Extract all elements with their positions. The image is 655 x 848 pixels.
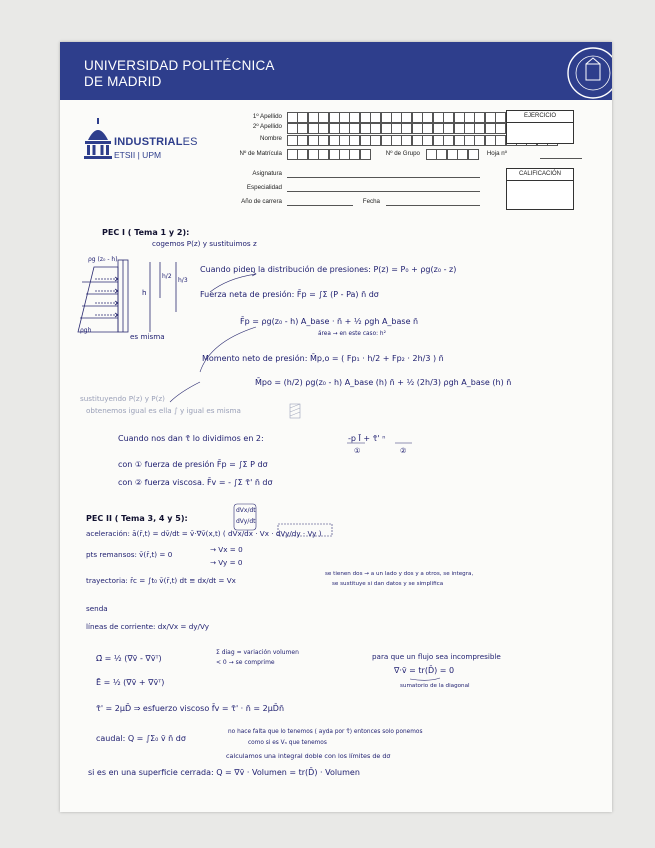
epsilon-equation: Ē = ½ (∇v̄ + ∇v̄ᵀ): [96, 678, 165, 687]
pec2-title: PEC II ( Tema 3, 4 y 5):: [86, 514, 188, 523]
logo-subtitle: ETSII | UPM: [114, 150, 162, 160]
vx-zero: → Vx = 0: [210, 545, 243, 554]
trayectoria-note-2: se sustituye si dan datos y se simplifica: [332, 581, 444, 587]
grupo-field[interactable]: [426, 149, 478, 159]
lineas-corriente: líneas de corriente: dx/Vx = dy/Vy: [86, 622, 209, 631]
area-note: área → en este caso: h²: [318, 331, 386, 337]
nombre-label: Nombre: [259, 135, 282, 142]
matricula-label: Nº de Matrícula: [239, 150, 282, 157]
tau-line: Cuando nos dan τ̄ lo dividimos en 2:: [118, 434, 264, 443]
omega-note-1: Σ diag = variación volumen: [216, 649, 299, 656]
dvdt-bottom: dVy/dt: [236, 518, 256, 525]
calificacion-title: CALIFICACIÓN: [518, 171, 561, 177]
university-name-line1: UNIVERSIDAD POLITÉCNICA: [84, 58, 275, 73]
trayectoria-line: trayectoria: r̄c = ∫t₀ v̄(r̄,t) dt ≡ dx/dt = Vx: [86, 576, 236, 585]
superficie-cerrada-line: si es en una superficie cerrada: Q = ∇v̄ · Volumen = tr(D̄) · Volumen: [88, 768, 360, 777]
hoja-label: Hoja nº: [486, 150, 507, 157]
fuerza-viscosa-line: con ② fuerza viscosa. F̄v = - ∫Σ τ̄' n̄ dσ: [118, 478, 273, 487]
caudal-note-2: como si es Vₙ que tenemos: [248, 740, 327, 746]
caudal-line: caudal: Q = ∫Σ₀ v̄ n̄ dσ: [96, 734, 186, 743]
caudal-note-1: no hace falta que lo tenemos ( ayda por τ̄) entonces solo ponemos: [228, 729, 423, 735]
asignatura-label: Asignatura: [252, 170, 282, 177]
exam-sheet: [60, 42, 612, 812]
upm-seal-icon: [566, 46, 612, 100]
asignatura-field[interactable]: [287, 177, 480, 178]
omega-equation: Ω̄ = ½ (∇v̄ - ∇v̄ᵀ): [96, 654, 162, 663]
fecha-field[interactable]: [386, 205, 480, 206]
vy-zero: → Vy = 0: [210, 558, 243, 567]
apellido2-label: 2º Apellido: [252, 123, 282, 130]
calificacion-box[interactable]: [506, 168, 574, 210]
grupo-label: Nº de Grupo: [385, 150, 420, 157]
caudal-note-3: calculamos una integral doble con los límites de dσ: [226, 752, 391, 760]
rhogh-label: ρgh: [80, 327, 92, 334]
tau-fraction-2: ②: [400, 446, 407, 455]
rhog-label: ρg (z₀ - h): [88, 256, 118, 263]
ano-carrera-field[interactable]: [287, 205, 353, 206]
ano-carrera-label: Año de carrera: [241, 198, 282, 205]
senda-label: senda: [86, 604, 108, 613]
pec1-title: PEC I ( Tema 1 y 2):: [102, 228, 190, 237]
fuerza-neta-presion: Fuerza neta de presión: F̄p = ∫Σ (P - Pa) n̄ dσ: [200, 290, 379, 299]
aceleracion-line: aceleración: ā(r̄,t) = dv̄/dt = v̄·∇v̄(x,t) ( dVx/dx · Vx · dVy/dy · Vy ): [86, 529, 322, 538]
pressure-diagram: [78, 260, 176, 332]
trayectoria-note-1: se tienen dos → a un lado y dos y a otros, se integra,: [325, 571, 474, 577]
tau-fraction: -p Ī + τ̄' ⁿ: [348, 434, 386, 443]
momento-neto: Momento neto de presión: M̄p,o = ( Fp₁ · h/2 + Fp₂ · 2h/3 ) n̄: [202, 354, 444, 363]
h-half-label: h/2: [162, 273, 172, 280]
omega-note-2: < 0 → se comprime: [216, 659, 275, 666]
logo-title: INDUSTRIALES: [114, 136, 198, 148]
h-label: h: [142, 288, 147, 297]
fp-equation: F̄p = ρg(z₀ - h) A_base · n̄ + ½ ρgh A_base n̄: [240, 317, 419, 326]
cogemos-note: cogemos P(z) y sustituimos z: [152, 239, 257, 248]
hoja-field[interactable]: [540, 158, 582, 159]
distribucion-presiones: Cuando piden la distribución de presiones: P(z) = P₀ + ρg(z₀ - z): [200, 265, 457, 274]
tau-viscoso-line: τ̄' = 2μD̄ ⇒ esfuerzo viscoso f̄v = τ̄' · n̄ = 2μD̄n̄: [96, 704, 285, 713]
industriales-logo: [82, 114, 202, 164]
especialidad-label: Especialidad: [246, 184, 282, 191]
incompresible-equation: ∇·v̄ = tr(D̄) = 0: [394, 666, 455, 675]
especialidad-field[interactable]: [287, 191, 480, 192]
tau-fraction-1: ①: [354, 446, 361, 455]
fuerza-presion-line: con ① fuerza de presión F̄p = ∫Σ P dσ: [118, 460, 268, 469]
incompresible-note: para que un flujo sea incompresible: [372, 652, 501, 661]
puntos-remanso: pts remansos: v̄(r̄,t) = 0: [86, 550, 173, 559]
incompresible-subnote: sumatorio de la diagonal: [400, 683, 470, 689]
faded-line-1: sustituyendo P(z) y P(z): [80, 394, 165, 403]
university-name-line2: DE MADRID: [84, 74, 162, 89]
fecha-label: Fecha: [362, 198, 380, 205]
ejercicio-box[interactable]: [506, 110, 574, 144]
ejercicio-title: EJERCICIO: [523, 113, 556, 119]
dome-logo-icon: [82, 114, 114, 160]
dvdt-top: dVx/dt: [236, 507, 256, 514]
es-misma-note: es misma: [130, 332, 165, 341]
apellido1-label: 1º Apellido: [252, 113, 282, 120]
university-banner: [60, 42, 612, 100]
mpo-equation: M̄po = (h/2) ρg(z₀ - h) A_base (h) n̄ + ½ (2h/3) ρgh A_base (h) n̄: [255, 378, 512, 387]
faded-line-2: obtenemos igual es ella ∫ y igual es misma: [86, 406, 241, 415]
h-third-label: h/3: [178, 277, 188, 284]
matricula-field[interactable]: [287, 149, 370, 159]
